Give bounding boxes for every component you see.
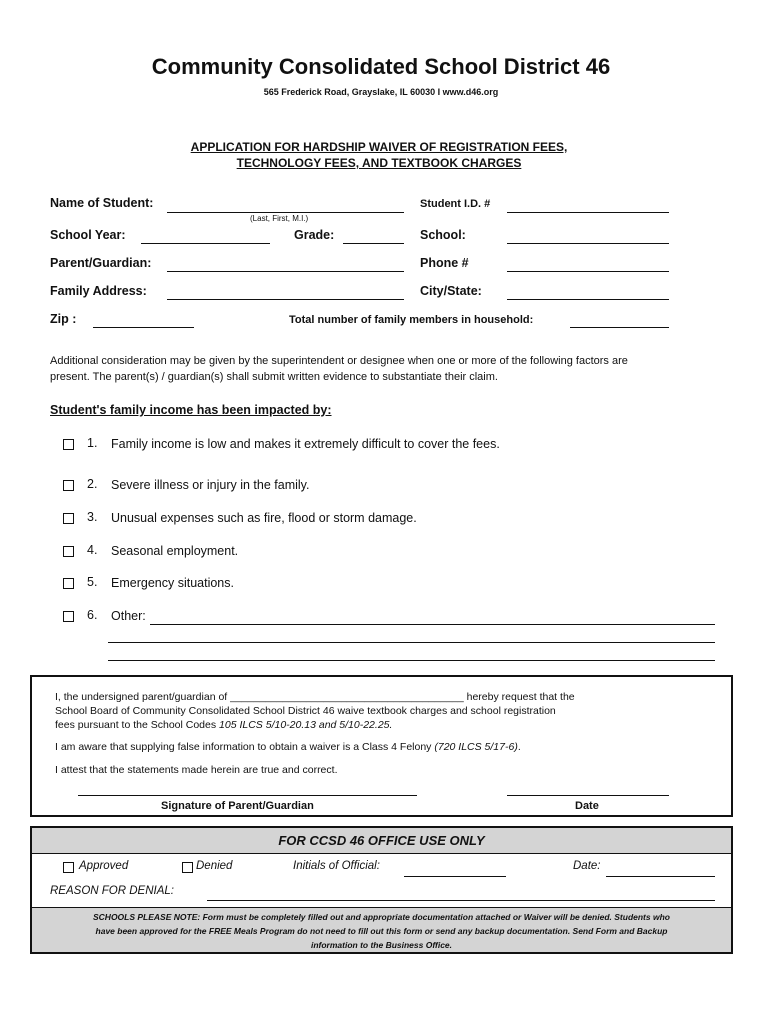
reason-label: REASON FOR DENIAL: [50,885,174,897]
office-use-header: FOR CCSD 46 OFFICE USE ONLY [32,828,731,854]
household-field[interactable] [570,327,669,328]
student-id-label: Student I.D. # [420,198,491,210]
signature-label: Signature of Parent/Guardian [161,800,314,812]
school-year-label: School Year: [50,228,126,242]
city-state-field[interactable] [507,299,669,300]
consideration-line2: present. The parent(s) / guardian(s) shall submit written evidence to substantiate their claim. [50,371,498,383]
district-address: 565 Frederick Road, Grayslake, IL 60030 I www.d46.org [263,87,499,97]
student-id-field[interactable] [507,212,669,213]
declaration-line2: School Board of Community Consolidated School District 46 waive textbook charges and school registration [55,705,556,717]
factor-1-text: Family income is low and makes it extremely difficult to cover the fees. [111,437,500,451]
factor-5-number: 5. [87,575,98,589]
approved-checkbox[interactable] [63,862,74,873]
factor-3-checkbox[interactable] [63,513,74,524]
student-name-label: Name of Student: [50,196,154,210]
initials-field[interactable] [404,876,506,877]
factor-6-text: Other: [111,609,146,623]
address-label: Family Address: [50,284,147,298]
attest-statement: I attest that the statements made herein are true and correct. [55,764,338,776]
declaration-line3: fees pursuant to the School Codes 105 ILCS 5/10-20.13 and 5/10-22.25. [55,719,393,731]
approved-label: Approved [79,860,129,872]
address-field[interactable] [167,299,404,300]
parent-label: Parent/Guardian: [50,256,152,270]
name-format-hint: (Last, First, M.I.) [250,214,309,223]
note-line2: have been approved for the FREE Meals Program do not need to fill out this form or send any backup documentation. Send Form and Backup [95,926,668,936]
impact-heading: Student's family income has been impacted by: [50,403,332,417]
denied-label: Denied [196,860,233,872]
parent-field[interactable] [167,271,404,272]
school-year-field[interactable] [141,243,270,244]
factor-3-text: Unusual expenses such as fire, flood or storm damage. [111,511,417,525]
factor-1-checkbox[interactable] [63,439,74,450]
phone-label: Phone # [420,256,469,270]
consideration-line1: Additional consideration may be given by the superintendent or designee when one or more of the following factors are [50,355,628,367]
form-title-line2: TECHNOLOGY FEES, AND TEXTBOOK CHARGES [236,156,522,170]
note-line1: SCHOOLS PLEASE NOTE: Form must be completely filled out and appropriate documentation attached or Waiver will be denied. Students who [93,912,670,922]
grade-label: Grade: [294,228,335,242]
office-date-label: Date: [573,860,601,872]
school-field[interactable] [507,243,669,244]
factor-4-number: 4. [87,543,98,557]
factor-6-number: 6. [87,608,98,622]
initials-label: Initials of Official: [293,860,380,872]
other-line-3[interactable] [108,660,715,661]
date-line[interactable] [507,795,669,796]
factor-1-number: 1. [87,436,98,450]
schools-note-box [32,907,731,952]
felony-statement: I am aware that supplying false information to obtain a waiver is a Class 4 Felony (720 ILCS 5/17-6). [55,741,521,753]
factor-5-text: Emergency situations. [111,576,234,590]
factor-4-text: Seasonal employment. [111,544,239,558]
zip-label: Zip : [50,312,77,326]
other-line-2[interactable] [108,642,715,643]
factor-2-number: 2. [87,477,98,491]
grade-field[interactable] [343,243,404,244]
factor-2-text: Severe illness or injury in the family. [111,478,310,492]
student-name-field[interactable] [167,212,404,213]
factor-3-number: 3. [87,510,98,524]
household-label: Total number of family members in household: [289,314,534,326]
factor-5-checkbox[interactable] [63,578,74,589]
factor-4-checkbox[interactable] [63,546,74,557]
office-date-field[interactable] [606,876,715,877]
zip-field[interactable] [93,327,194,328]
school-label: School: [420,228,466,242]
other-line-1[interactable] [150,624,715,625]
reason-field[interactable] [207,900,715,901]
form-title-line1: APPLICATION FOR HARDSHIP WAIVER OF REGISTRATION FEES, [190,140,568,154]
date-label: Date [575,800,599,812]
factor-2-checkbox[interactable] [63,480,74,491]
district-title: Community Consolidated School District 46 [151,54,611,79]
note-line3: information to the Business Office. [310,940,453,950]
denied-checkbox[interactable] [182,862,193,873]
city-state-label: City/State: [420,284,482,298]
declaration-line1: I, the undersigned parent/guardian of ________________________________________ hereby request that the [55,691,575,703]
signature-line[interactable] [78,795,417,796]
phone-field[interactable] [507,271,669,272]
factor-6-checkbox[interactable] [63,611,74,622]
